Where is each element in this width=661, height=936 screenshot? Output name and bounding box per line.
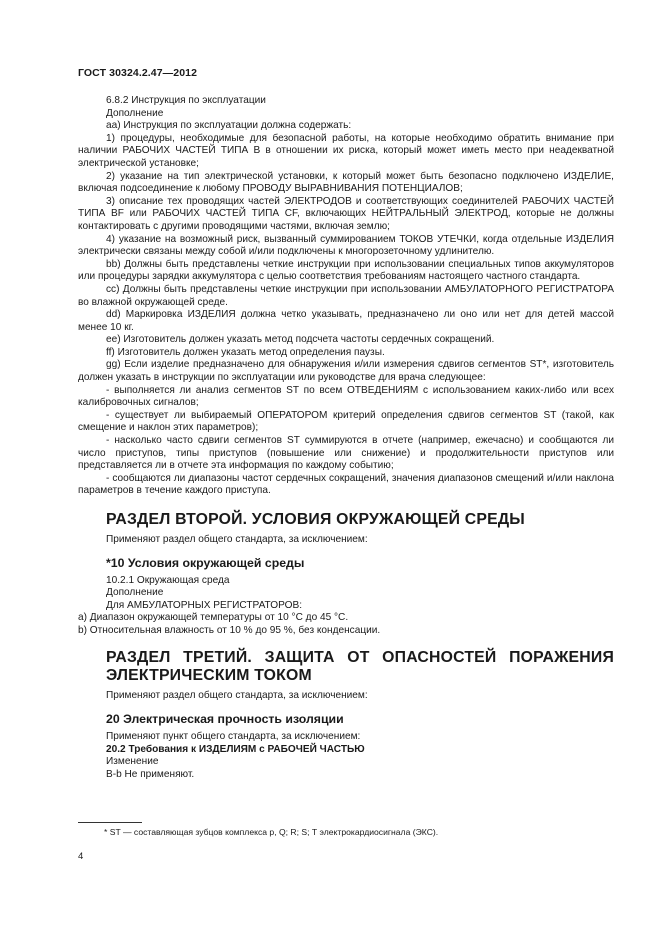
amendment-label: Изменение [106, 756, 159, 768]
paragraph: Для АМБУЛАТОРНЫХ РЕГИСТРАТОРОВ: [106, 599, 302, 611]
paragraph: gg) Если изделие предназначено для обнаружения и/или измерения сдвигов сегментов ST*, изготовитель должен указать в инструкции по эксплуатации или руководстве для врача следующее: [78, 359, 614, 384]
section-apply-note: Применяют раздел общего стандарта, за исключением: [106, 534, 368, 545]
subclause-heading: 6.8.2 Инструкция по эксплуатации [106, 95, 266, 106]
list-item: 3) описание тех проводящих частей ЭЛЕКТРОДОВ и соответствующих соединителей РАБОЧИХ ЧАСТЕЙ ТИПА BF или РАБОЧИХ ЧАСТЕЙ ТИПА CF, включающих НЕЙТРАЛЬНЫЙ ЭЛЕКТРОД, которые не должны контактировать с другими проводящими частями, включая землю; [78, 195, 614, 232]
list-item: 4) указание на возможный риск, вызванный суммированием ТОКОВ УТЕЧКИ, когда отдельные ИЗДЕЛИЯ электрически связаны между собой и/или подключены к многорозеточному удлинителю. [78, 233, 614, 258]
clause-10-title: *10 Условия окружающей среды [106, 555, 305, 570]
section-three-title-line2: ЭЛЕКТРИЧЕСКИМ ТОКОМ [106, 666, 312, 684]
document-body [78, 95, 614, 782]
page-number: 4 [78, 851, 84, 862]
amendment-label: Дополнение [106, 587, 164, 599]
paragraph: B-b Не применяют. [106, 768, 195, 780]
paragraph: bb) Должны быть представлены четкие инструкции при использовании специальных типов аккумуляторов или процедуры зарядки аккумулятора с целью соответствия требованиям настоящего частного стандарта. [78, 258, 614, 283]
paragraph: Применяют пункт общего стандарта, за исключением: [106, 731, 361, 743]
dash-item: - выполняется ли анализ сегментов ST по всем ОТВЕДЕНИЯМ с использованием каких-либо или всех калибровочных сигналов; [78, 384, 614, 409]
paragraph: аа) Инструкция по эксплуатации должна содержать: [106, 120, 352, 132]
section-three-title-line1: РАЗДЕЛ ТРЕТИЙ. ЗАЩИТА ОТ ОПАСНОСТЕЙ ПОРАЖЕНИЯ [106, 648, 614, 666]
paragraph: dd) Маркировка ИЗДЕЛИЯ должна четко указывать, предназначено ли оно или нет для детей массой менее 10 кг. [78, 309, 614, 333]
document-header: ГОСТ 30324.2.47—2012 [78, 67, 198, 79]
paragraph: cc) Должны быть представлены четкие инструкции при использовании АМБУЛАТОРНОГО РЕГИСТРАТОРА во влажной окружающей среде. [78, 283, 614, 308]
dash-item: - сообщаются ли диапазоны частот сердечных сокращений, значения диапазонов смещений и/или наклона параметров в течение каждого приступа. [78, 472, 614, 497]
list-item: а) Диапазон окружающей температуры от 10 °С до 45 °С. [78, 612, 349, 624]
footnote-separator [78, 822, 142, 823]
paragraph: ff) Изготовитель должен указать метод определения паузы. [106, 346, 385, 358]
amendment-label: Дополнение [106, 107, 164, 119]
subclause-20-2-title: 20.2 Требования к ИЗДЕЛИЯМ с РАБОЧЕЙ ЧАСТЬЮ [106, 743, 365, 755]
list-item: 2) указание на тип электрической установки, к который может быть безопасно подключено ИЗДЕЛИЕ, включая подсоединение к любому ПРОВОДУ ВЫРАВНИВАНИЯ ПОТЕНЦИАЛОВ; [78, 170, 614, 195]
dash-item: - существует ли выбираемый ОПЕРАТОРОМ критерий определения сдвигов сегментов ST (такой, как смещение и наклон этих параметров); [78, 409, 614, 434]
section-two-title: РАЗДЕЛ ВТОРОЙ. УСЛОВИЯ ОКРУЖАЮЩЕЙ СРЕДЫ [106, 511, 525, 528]
paragraph: ее) Изготовитель должен указать метод подсчета частоты сердечных сокращений. [106, 334, 495, 346]
footnote: * ST — составляющая зубцов комплекса р, Q; R; S; Т электрокардиосигнала (ЭКС). [104, 827, 439, 837]
list-item: 1) процедуры, необходимые для безопасной работы, на которые необходимо обратить внимание при наличии РАБОЧИХ ЧАСТЕЙ ТИПА В в отношении их риска, который может иметь место при неадекватной электрической установке; [78, 132, 614, 169]
dash-item: - насколько часто сдвиги сегментов ST суммируются в отчете (например, ежечасно) и сообщаются ли число приступов, типы приступов (повышение или снижение) и продолжительности приступов или представляется ли в отчете эта информация по каждому событию; [78, 435, 614, 472]
list-item: b) Относительная влажность от 10 % до 95 %, без конденсации. [78, 624, 381, 636]
subclause-heading: 10.2.1 Окружающая среда [106, 574, 230, 586]
section-apply-note: Применяют раздел общего стандарта, за исключением: [106, 689, 368, 701]
clause-20-title: 20 Электрическая прочность изоляции [106, 712, 344, 727]
